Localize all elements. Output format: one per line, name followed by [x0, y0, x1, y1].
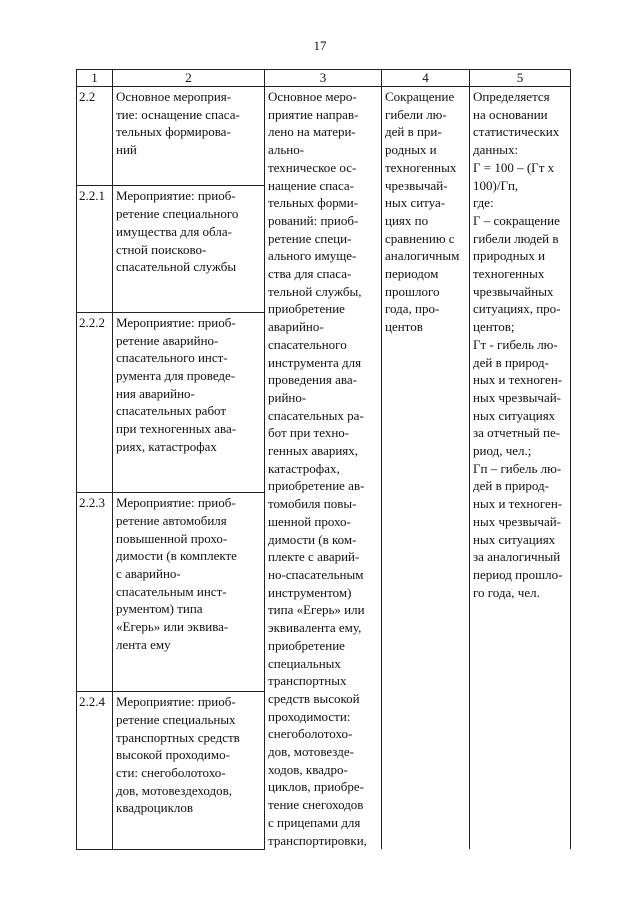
row-number: 2.2.3	[77, 493, 113, 692]
row-number: 2.2	[77, 87, 113, 186]
calculation-method: Определяется на основании статистических данных: Г = 100 – (Гт х 100)/Гп, где: Г – сокращение гибели людей в природных и техногенных чрезвычайных ситуациях, про- центов; Гт - гибель лю- дей в природ- ных и техноген- ных чрезвычай- ных ситуациях за отчетный пе- риод, чел.; Гп – гибель лю- дей в природ- ных и техноген- ных чрезвычай- ных ситуациях за аналогичный период прошло- го года, чел.	[470, 87, 571, 850]
table-row	[77, 87, 571, 186]
program-measures-table	[76, 69, 571, 850]
measure-description: Мероприятие: приоб- ретение аварийно- спасательного инст- румента для проведе- ния аварийно- спасательных работ при техногенных ава- риях, катастрофах	[113, 312, 265, 492]
column-header-1: 1	[77, 70, 113, 87]
measure-description: Мероприятие: приоб- ретение специального имущества для обла- стной поисково- спасательной службы	[113, 186, 265, 312]
row-number: 2.2.4	[77, 692, 113, 850]
column-header-5: 5	[470, 70, 571, 87]
target-indicator: Сокращение гибели лю- дей в при- родных и техногенных чрезвычай- ных ситуа- циях по сравнению с аналогичным периодом прошлого года, про- центов	[382, 87, 470, 850]
row-number: 2.2.1	[77, 186, 113, 312]
measure-description: Мероприятие: приоб- ретение автомобиля повышенной прохо- димости (в комплекте с аварийно- спасательным инст- рументом) типа «Егерь» или эквива- лента ему	[113, 493, 265, 692]
measure-description: Мероприятие: приоб- ретение специальных транспортных средств высокой проходимо- сти: снегоболотохо- дов, мотовездеходов, квадроциклов	[113, 692, 265, 850]
table-header-row	[77, 70, 571, 87]
column-header-2: 2	[113, 70, 265, 87]
row-number: 2.2.2	[77, 312, 113, 492]
column-header-4: 4	[382, 70, 470, 87]
column-header-3: 3	[265, 70, 382, 87]
measure-purpose: Основное меро- приятие направ- лено на матери- ально- техническое ос- нащение спаса- тельных форми- рований: приоб- ретение специ- ального имуще- ства для спаса- тельной службы, приобретение аварийно- спасательного инструмента для проведения ава- рийно- спасательных ра- бот при техно- генных авариях, катастрофах, приобретение ав- томобиля повы- шенной прохо- димости (в ком- плекте с аварий- но-спасательным инструментом) типа «Егерь» или эквивалента ему, приобретение специальных транспортных средств высокой проходимости: снегоболотохо- дов, мотовезде- ходов, квадро- циклов, приобре- тение снегоходов с прицепами для транспортировки,	[265, 87, 382, 850]
page-number: 17	[313, 38, 327, 53]
measure-description: Основное мероприя- тие: оснащение спаса- тельных формирова- ний	[113, 87, 265, 186]
